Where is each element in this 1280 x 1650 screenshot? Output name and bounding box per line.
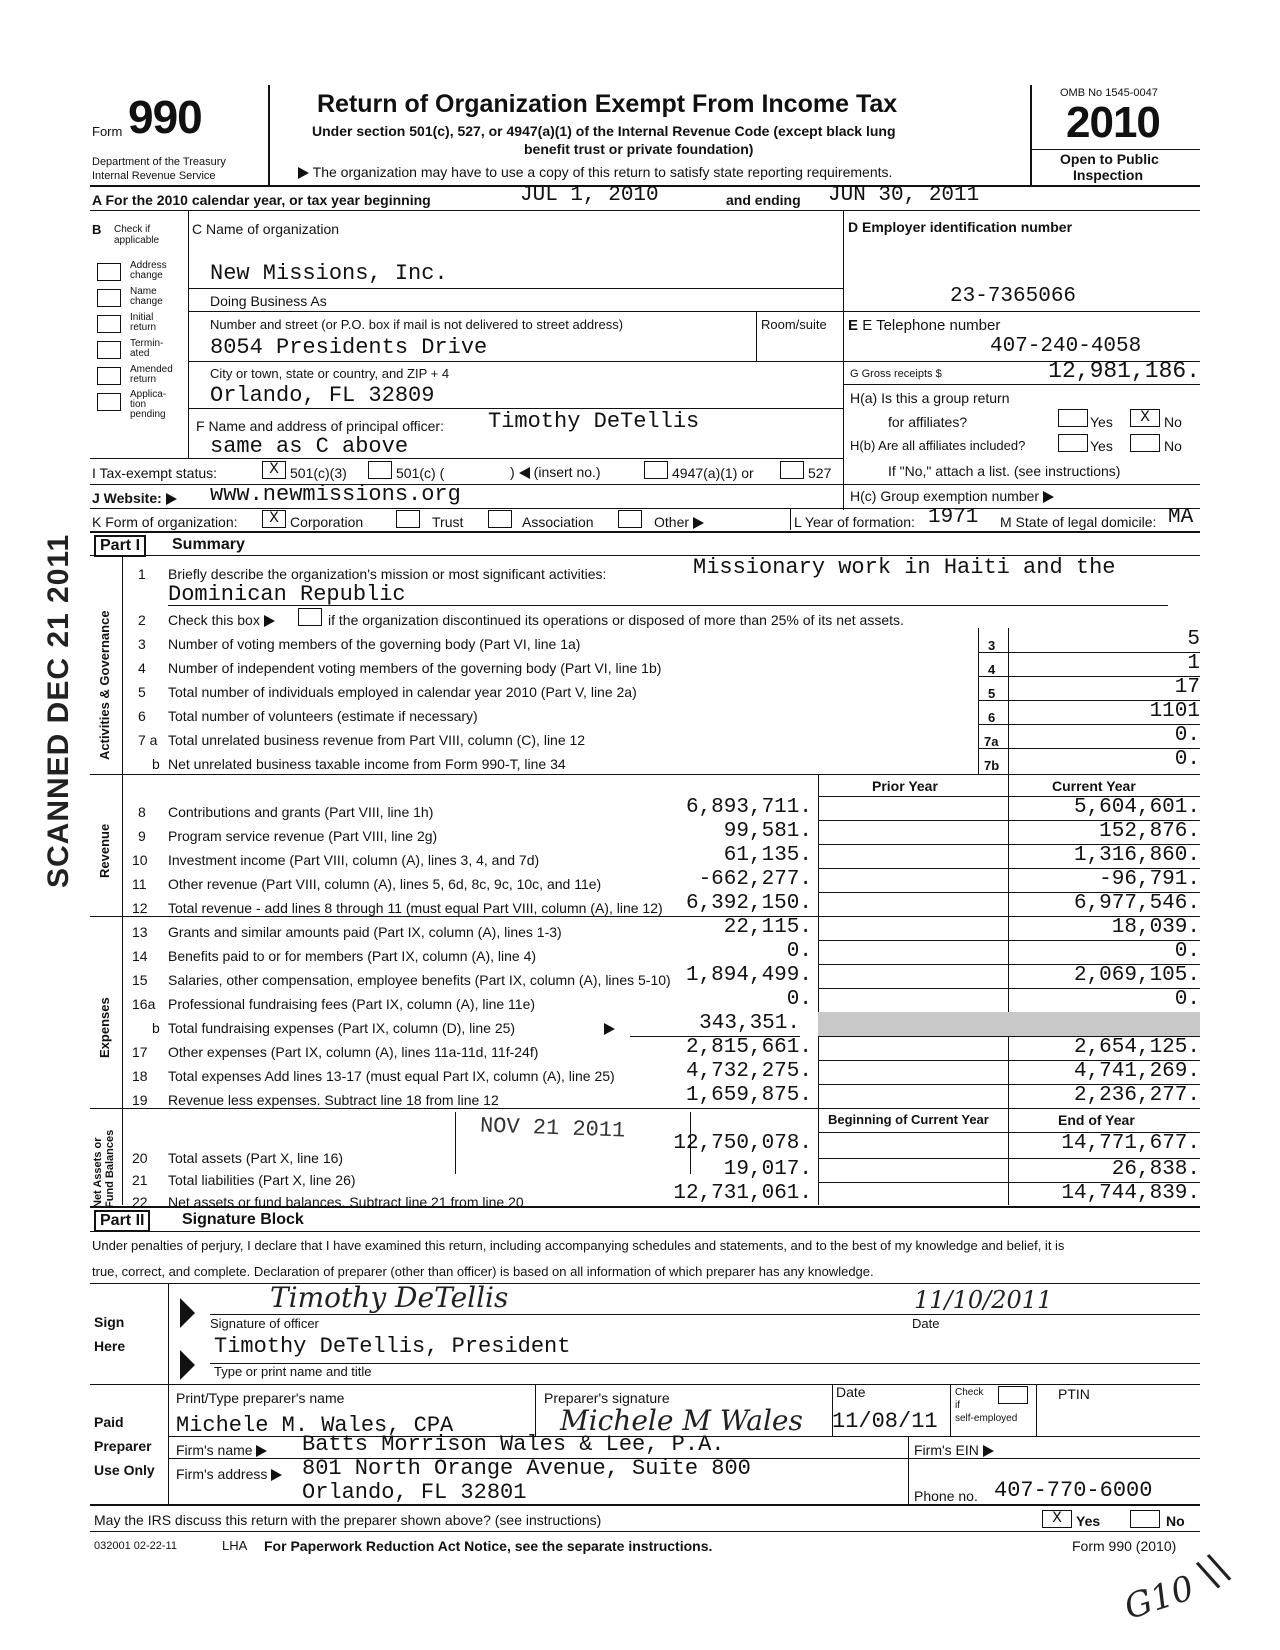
line1-label: Briefly describe the organization's mission or most significant activities: — [168, 566, 607, 582]
501c-label: 501(c) ( — [396, 465, 445, 481]
527-checkbox[interactable] — [780, 461, 804, 479]
year-formation-value: 1971 — [928, 506, 979, 529]
gross-receipts-label: G Gross receipts $ — [850, 368, 942, 380]
ein-label: D Employer identification number — [848, 219, 1073, 235]
line21-current: 26,838. — [1111, 1158, 1200, 1181]
principal-officer-name: Timothy DeTellis — [488, 409, 700, 434]
arrow-icon — [256, 1445, 267, 1457]
line17-num: 17 — [132, 1044, 148, 1060]
arrow-icon — [1043, 491, 1054, 503]
affiliates-yes-label: Yes — [1090, 438, 1113, 454]
line3-label: Number of voting members of the governing body (Part VI, line 1a) — [168, 636, 581, 652]
line3-value: 5 — [1187, 628, 1200, 651]
line19-label: Revenue less expenses. Subtract line 18 from line 12 — [168, 1092, 499, 1108]
line16a-label: Professional fundraising fees (Part IX, column (A), line 11e) — [168, 996, 536, 1012]
name-change-label: Name change — [130, 286, 163, 307]
line22-num: 22 — [132, 1194, 148, 1210]
tax-year-begin: JUL 1, 2010 — [520, 184, 659, 207]
initial-return-label: Initial return — [130, 312, 157, 333]
line20-current: 14,771,677. — [1061, 1132, 1200, 1155]
mission-line2: Dominican Republic — [168, 582, 406, 607]
city-label: City or town, state or country, and ZIP + 4 — [210, 366, 450, 381]
scanned-stamp: SCANNED DEC 21 2011 — [42, 533, 75, 888]
initial-return-checkbox[interactable] — [97, 315, 121, 333]
preparer-name-label: Print/Type preparer's name — [176, 1390, 345, 1406]
trust-checkbox[interactable] — [396, 510, 420, 528]
line16a-num: 16a — [132, 996, 156, 1012]
line7a-label: Total unrelated business revenue from Part VIII, column (C), line 12 — [168, 732, 586, 748]
firm-address-line2: Orlando, FL 32801 — [302, 1480, 527, 1505]
arrow-icon — [271, 1469, 282, 1481]
firm-name: Batts Morrison Wales & Lee, P.A. — [302, 1432, 725, 1457]
form-subtitle-2: benefit trust or private foundation) — [524, 141, 754, 157]
arrow-icon — [264, 615, 275, 627]
paid-label: Paid — [94, 1414, 124, 1430]
discuss-no-label: No — [1166, 1513, 1185, 1529]
line4-num: 4 — [138, 660, 146, 676]
line8-prior: 6,893,711. — [685, 796, 812, 819]
ptin-label: PTIN — [1058, 1386, 1090, 1402]
dept-line1: Department of the Treasury — [92, 156, 226, 168]
line21-label: Total liabilities (Part X, line 26) — [168, 1172, 356, 1188]
line10-prior: 61,135. — [723, 844, 812, 867]
self-employed-checkbox[interactable] — [998, 1386, 1028, 1404]
line22-prior: 12,731,061. — [673, 1182, 812, 1205]
line12-prior: 6,392,150. — [685, 892, 812, 915]
line9-current: 152,876. — [1099, 820, 1200, 843]
line16b-num: b — [152, 1020, 160, 1036]
end-of-year-header: End of Year — [1058, 1112, 1135, 1128]
mission-line1: Missionary work in Haiti and the — [693, 555, 1116, 580]
application-pending-label: Applica- tion pending — [130, 389, 167, 420]
arrow-icon — [983, 1445, 994, 1457]
line14-label: Benefits paid to or for members (Part IX, column (A), line 4) — [168, 948, 537, 964]
line12-num: 12 — [132, 900, 148, 916]
4947-label: 4947(a)(1) or — [672, 465, 754, 481]
line11-current: -96,791. — [1099, 868, 1200, 891]
group-return-label: H(a) Is this a group return — [850, 390, 1010, 406]
principal-officer-address: same as C above — [210, 434, 409, 459]
line4-label: Number of independent voting members of the governing body (Part VI, line 1b) — [168, 660, 662, 676]
line7b-box: 7b — [984, 758, 1000, 773]
state-domicile-value: MA — [1168, 506, 1194, 529]
state-reporting-note: The organization may have to use a copy of this return to satisfy state reporting requirements. — [298, 164, 892, 180]
line15-current: 2,069,105. — [1073, 964, 1200, 987]
association-label: Association — [522, 514, 594, 530]
arrow-icon — [298, 167, 309, 179]
firm-address-label: Firm's address — [176, 1466, 282, 1482]
firm-phone: 407-770-6000 — [994, 1478, 1153, 1503]
line20-num: 20 — [132, 1150, 148, 1166]
part1-title: Summary — [172, 536, 245, 553]
activities-governance-label: Activities & Governance — [97, 610, 112, 760]
discuss-yes-checkbox[interactable]: X — [1042, 1510, 1072, 1528]
line4-value: 1 — [1187, 652, 1200, 675]
arrow-icon — [166, 493, 177, 505]
line7b-num: b — [152, 756, 160, 772]
here-label: Here — [94, 1338, 126, 1354]
name-change-checkbox[interactable] — [97, 289, 121, 307]
line8-num: 8 — [138, 804, 146, 820]
beginning-year-header: Beginning of Current Year — [828, 1112, 989, 1127]
501c-checkbox[interactable] — [368, 461, 392, 479]
form-word: Form — [92, 124, 123, 139]
discuss-yes-label: Yes — [1076, 1513, 1101, 1529]
org-name: New Missions, Inc. — [210, 261, 448, 286]
preparer-date-label: Date — [836, 1384, 866, 1400]
address-change-checkbox[interactable] — [97, 263, 121, 281]
line9-num: 9 — [138, 828, 146, 844]
perjury-line1: Under penalties of perjury, I declare that I have examined this return, including accompanying schedules and statements, and to the best of my knowledge and belief, it is — [92, 1238, 1065, 1253]
preparer-label: Preparer — [94, 1438, 152, 1454]
line16a-current: 0. — [1174, 988, 1200, 1011]
affiliates-no-checkbox[interactable] — [1130, 434, 1160, 452]
ein-value: 23-7365066 — [950, 285, 1077, 308]
group-return-yes-checkbox[interactable] — [1058, 409, 1088, 427]
year-formation-label: L Year of formation: — [794, 514, 915, 530]
discontinued-checkbox[interactable] — [298, 608, 322, 626]
line17-prior: 2,815,661. — [685, 1036, 812, 1059]
line16a-prior: 0. — [786, 988, 812, 1011]
line11-prior: -662,277. — [698, 868, 812, 891]
fundraising-total: 343,351. — [699, 1012, 800, 1035]
org-street: 8054 Presidents Drive — [210, 335, 488, 360]
attach-list-note: If "No," attach a list. (see instructions) — [888, 463, 1121, 479]
corner-handwritten-note: G10 — [1119, 1568, 1199, 1628]
corner-handwritten-mark: \\ — [1189, 1544, 1238, 1598]
tax-year: 2010 — [1066, 98, 1160, 147]
line2-text: if the organization discontinued its operations or disposed of more than 25% of its net assets. — [328, 612, 904, 628]
group-return-no-label: No — [1164, 414, 1182, 430]
form-title: Return of Organization Exempt From Income Tax — [317, 90, 898, 118]
line14-current: 0. — [1174, 940, 1200, 963]
line9-label: Program service revenue (Part VIII, line 2g) — [168, 828, 438, 844]
use-only-label: Use Only — [94, 1462, 155, 1478]
shaded-cell — [818, 1012, 1200, 1036]
for-affiliates-label: for affiliates? — [888, 414, 968, 430]
insert-no-label: ) (insert no.) — [510, 464, 601, 480]
part1-label: Part I — [94, 535, 146, 557]
line14-num: 14 — [132, 948, 148, 964]
application-pending-checkbox[interactable] — [97, 393, 121, 411]
line3-box: 3 — [988, 638, 996, 653]
line15-label: Salaries, other compensation, employee benefits (Part IX, column (A), lines 5-10) — [168, 972, 671, 988]
form-code: 032001 02-22-11 — [94, 1540, 177, 1552]
preparer-signature-label: Preparer's signature — [544, 1390, 670, 1406]
b-label: B — [92, 222, 102, 237]
line17-current: 2,654,125. — [1073, 1036, 1200, 1059]
line7a-num: 7 a — [138, 732, 158, 748]
line8-current: 5,604,601. — [1073, 796, 1200, 819]
line5-num: 5 — [138, 684, 146, 700]
line12-label: Total revenue - add lines 8 through 11 (must equal Part VIII, column (A), line 12) — [168, 900, 663, 916]
phone-label: E E Telephone number — [848, 317, 1001, 334]
association-checkbox[interactable] — [488, 510, 512, 528]
line7b-value: 0. — [1174, 748, 1200, 771]
discuss-no-checkbox[interactable] — [1130, 1510, 1160, 1528]
affiliates-included-label: H(b) Are all affiliates included? — [850, 438, 1026, 453]
form-number: 990 — [128, 91, 202, 143]
line19-num: 19 — [132, 1092, 148, 1108]
state-domicile-label: M State of legal domicile: — [1000, 514, 1157, 530]
officer-signature: Timothy DeTellis — [270, 1281, 509, 1314]
terminated-label: Termin- ated — [130, 338, 164, 359]
form-of-org-label: K Form of organization: — [92, 514, 238, 530]
net-assets-label: Net Assets or Fund Balances — [92, 1129, 116, 1208]
line10-label: Investment income (Part VIII, column (A), lines 3, 4, and 7d) — [168, 852, 540, 868]
line21-num: 21 — [132, 1172, 148, 1188]
inspection: Inspection — [1073, 167, 1144, 183]
paperwork-notice: For Paperwork Reduction Act Notice, see the separate instructions. — [264, 1538, 713, 1554]
org-city: Orlando, FL 32809 — [210, 383, 435, 408]
line7a-value: 0. — [1174, 724, 1200, 747]
group-return-no-checkbox[interactable]: X — [1130, 409, 1160, 427]
line12-current: 6,977,546. — [1073, 892, 1200, 915]
line6-value: 1101 — [1149, 700, 1200, 723]
line13-prior: 22,115. — [723, 916, 812, 939]
phone-no-label: Phone no. — [914, 1488, 978, 1504]
line3-num: 3 — [138, 636, 146, 652]
line11-label: Other revenue (Part VIII, column (A), lines 5, 6d, 8c, 9c, 10c, and 11e) — [168, 876, 602, 892]
line22-label: Net assets or fund balances. Subtract line 21 from line 20 — [168, 1194, 524, 1210]
trust-label: Trust — [432, 514, 464, 530]
line18-prior: 4,732,275. — [685, 1060, 812, 1083]
address-change-label: Address change — [130, 260, 167, 281]
perjury-line2: true, correct, and complete. Declaration of preparer (other than officer) is based on all information of which preparer has any knowledge. — [92, 1264, 874, 1279]
line18-current: 4,741,269. — [1073, 1060, 1200, 1083]
line21-prior: 19,017. — [723, 1158, 812, 1181]
applicable: applicable — [114, 235, 160, 246]
arrow-icon — [693, 517, 704, 529]
line4-box: 4 — [988, 662, 996, 677]
4947-checkbox[interactable] — [644, 461, 668, 479]
affiliates-no-label: No — [1164, 438, 1182, 454]
form-reference: Form 990 (2010) — [1072, 1538, 1177, 1554]
website-label: J Website: — [92, 490, 177, 506]
line2-label: Check this box — [168, 612, 275, 628]
line-a-label: A For the 2010 calendar year, or tax year beginning — [92, 192, 431, 208]
part2-label: Part II — [94, 1210, 150, 1232]
street-label: Number and street (or P.O. box if mail is not delivered to street address) — [210, 317, 624, 332]
preparer-signature: Michele M Wales — [560, 1404, 803, 1437]
terminated-checkbox[interactable] — [97, 341, 121, 359]
affiliates-yes-checkbox[interactable] — [1058, 434, 1088, 452]
501c3-checkbox[interactable]: X — [262, 461, 286, 479]
group-return-yes-label: Yes — [1090, 414, 1113, 430]
tax-year-end: JUN 30, 2011 — [828, 184, 980, 207]
firm-name-label: Firm's name — [176, 1442, 267, 1458]
tax-exempt-label: I Tax-exempt status: — [92, 465, 218, 481]
part2-title: Signature Block — [182, 1211, 304, 1228]
officer-name-title: Timothy DeTellis, President — [214, 1334, 571, 1359]
line10-num: 10 — [132, 852, 148, 868]
signature-date: 11/10/2011 — [914, 1286, 1053, 1314]
line1-num: 1 — [138, 566, 146, 582]
dba-label: Doing Business As — [210, 293, 327, 309]
line6-label: Total number of volunteers (estimate if necessary) — [168, 708, 478, 724]
line16b-label: Total fundraising expenses (Part IX, column (D), line 25) — [168, 1020, 516, 1036]
type-name-label: Type or print name and title — [214, 1364, 372, 1379]
line5-label: Total number of individuals employed in calendar year 2010 (Part V, line 2a) — [168, 684, 637, 700]
self-employed-label: Check if self-employed — [955, 1387, 1018, 1424]
signature-officer-label: Signature of officer — [210, 1316, 319, 1331]
line18-num: 18 — [132, 1068, 148, 1084]
phone-value: 407-240-4058 — [990, 335, 1142, 358]
line18-label: Total expenses Add lines 13-17 (must equal Part IX, column (A), line 25) — [168, 1068, 615, 1084]
527-label: 527 — [808, 465, 832, 481]
line19-prior: 1,659,875. — [685, 1084, 812, 1107]
line5-box: 5 — [988, 686, 996, 701]
principal-officer-label: F Name and address of principal officer: — [196, 418, 444, 434]
current-year-header: Current Year — [1052, 778, 1136, 794]
line19-current: 2,236,277. — [1073, 1084, 1200, 1107]
line11-num: 11 — [132, 876, 147, 892]
line10-current: 1,316,860. — [1073, 844, 1200, 867]
sign-arrow-icon — [180, 1298, 195, 1328]
line20-prior: 12,750,078. — [673, 1132, 812, 1155]
corporation-checkbox[interactable]: X — [262, 510, 286, 528]
form-subtitle-1: Under section 501(c), 527, or 4947(a)(1) of the Internal Revenue Code (except black lung — [312, 123, 896, 139]
line8-label: Contributions and grants (Part VIII, line 1h) — [168, 804, 434, 820]
sign-label: Sign — [94, 1314, 125, 1330]
arrow-icon — [604, 1020, 615, 1038]
preparer-name: Michele M. Wales, CPA — [176, 1413, 454, 1438]
arrow-left-icon — [519, 467, 530, 479]
firm-address-line1: 801 North Orange Avenue, Suite 800 — [302, 1456, 751, 1481]
line5-value: 17 — [1174, 676, 1200, 699]
c-label: C Name of organization — [192, 221, 340, 237]
date-label: Date — [912, 1316, 940, 1331]
and-ending-label: and ending — [726, 192, 801, 208]
corporation-label: Corporation — [290, 514, 364, 530]
group-exemption-label: H(c) Group exemption number — [850, 488, 1054, 504]
line13-label: Grants and similar amounts paid (Part IX, column (A), lines 1-3) — [168, 924, 562, 940]
omb-number: OMB No 1545-0047 — [1060, 87, 1158, 99]
prior-year-header: Prior Year — [872, 778, 938, 794]
line13-current: 18,039. — [1111, 916, 1200, 939]
expenses-label: Expenses — [97, 997, 112, 1058]
received-stamp: NOV 21 2011 — [479, 1113, 626, 1144]
line2-num: 2 — [138, 612, 146, 628]
revenue-label: Revenue — [97, 823, 112, 878]
preparer-date: 11/08/11 — [832, 1409, 938, 1434]
lha-label: LHA — [222, 1538, 248, 1553]
line14-prior: 0. — [786, 940, 812, 963]
line20-label: Total assets (Part X, line 16) — [168, 1150, 344, 1166]
firm-ein-label: Firm's EIN — [914, 1442, 994, 1458]
line15-num: 15 — [132, 972, 148, 988]
line17-label: Other expenses (Part IX, column (A), lines 11a-11d, 11f-24f) — [168, 1044, 539, 1060]
line7b-label: Net unrelated business taxable income from Form 990-T, line 34 — [168, 756, 566, 772]
open-to-public: Open to Public — [1060, 151, 1159, 167]
gross-receipts-value: 12,981,186. — [1048, 358, 1200, 384]
line13-num: 13 — [132, 924, 148, 940]
irs-discuss-question: May the IRS discuss this return with the preparer shown above? (see instructions) — [94, 1512, 602, 1528]
line6-num: 6 — [138, 708, 146, 724]
other-label: Other — [654, 514, 704, 530]
line6-box: 6 — [988, 710, 996, 725]
other-checkbox[interactable] — [618, 510, 642, 528]
line22-current: 14,744,839. — [1061, 1182, 1200, 1205]
check-if: Check if — [114, 224, 151, 235]
amended-return-label: Amended return — [130, 364, 173, 385]
line9-prior: 99,581. — [723, 820, 812, 843]
amended-return-checkbox[interactable] — [97, 367, 121, 385]
line7a-box: 7a — [984, 734, 999, 749]
line15-prior: 1,894,499. — [685, 964, 812, 987]
501c3-label: 501(c)(3) — [290, 465, 347, 481]
website-value[interactable]: www.newmissions.org — [210, 482, 461, 507]
room-suite-label: Room/suite — [761, 317, 827, 332]
name-arrow-icon — [180, 1350, 195, 1380]
dept-line2: Internal Revenue Service — [92, 170, 216, 182]
